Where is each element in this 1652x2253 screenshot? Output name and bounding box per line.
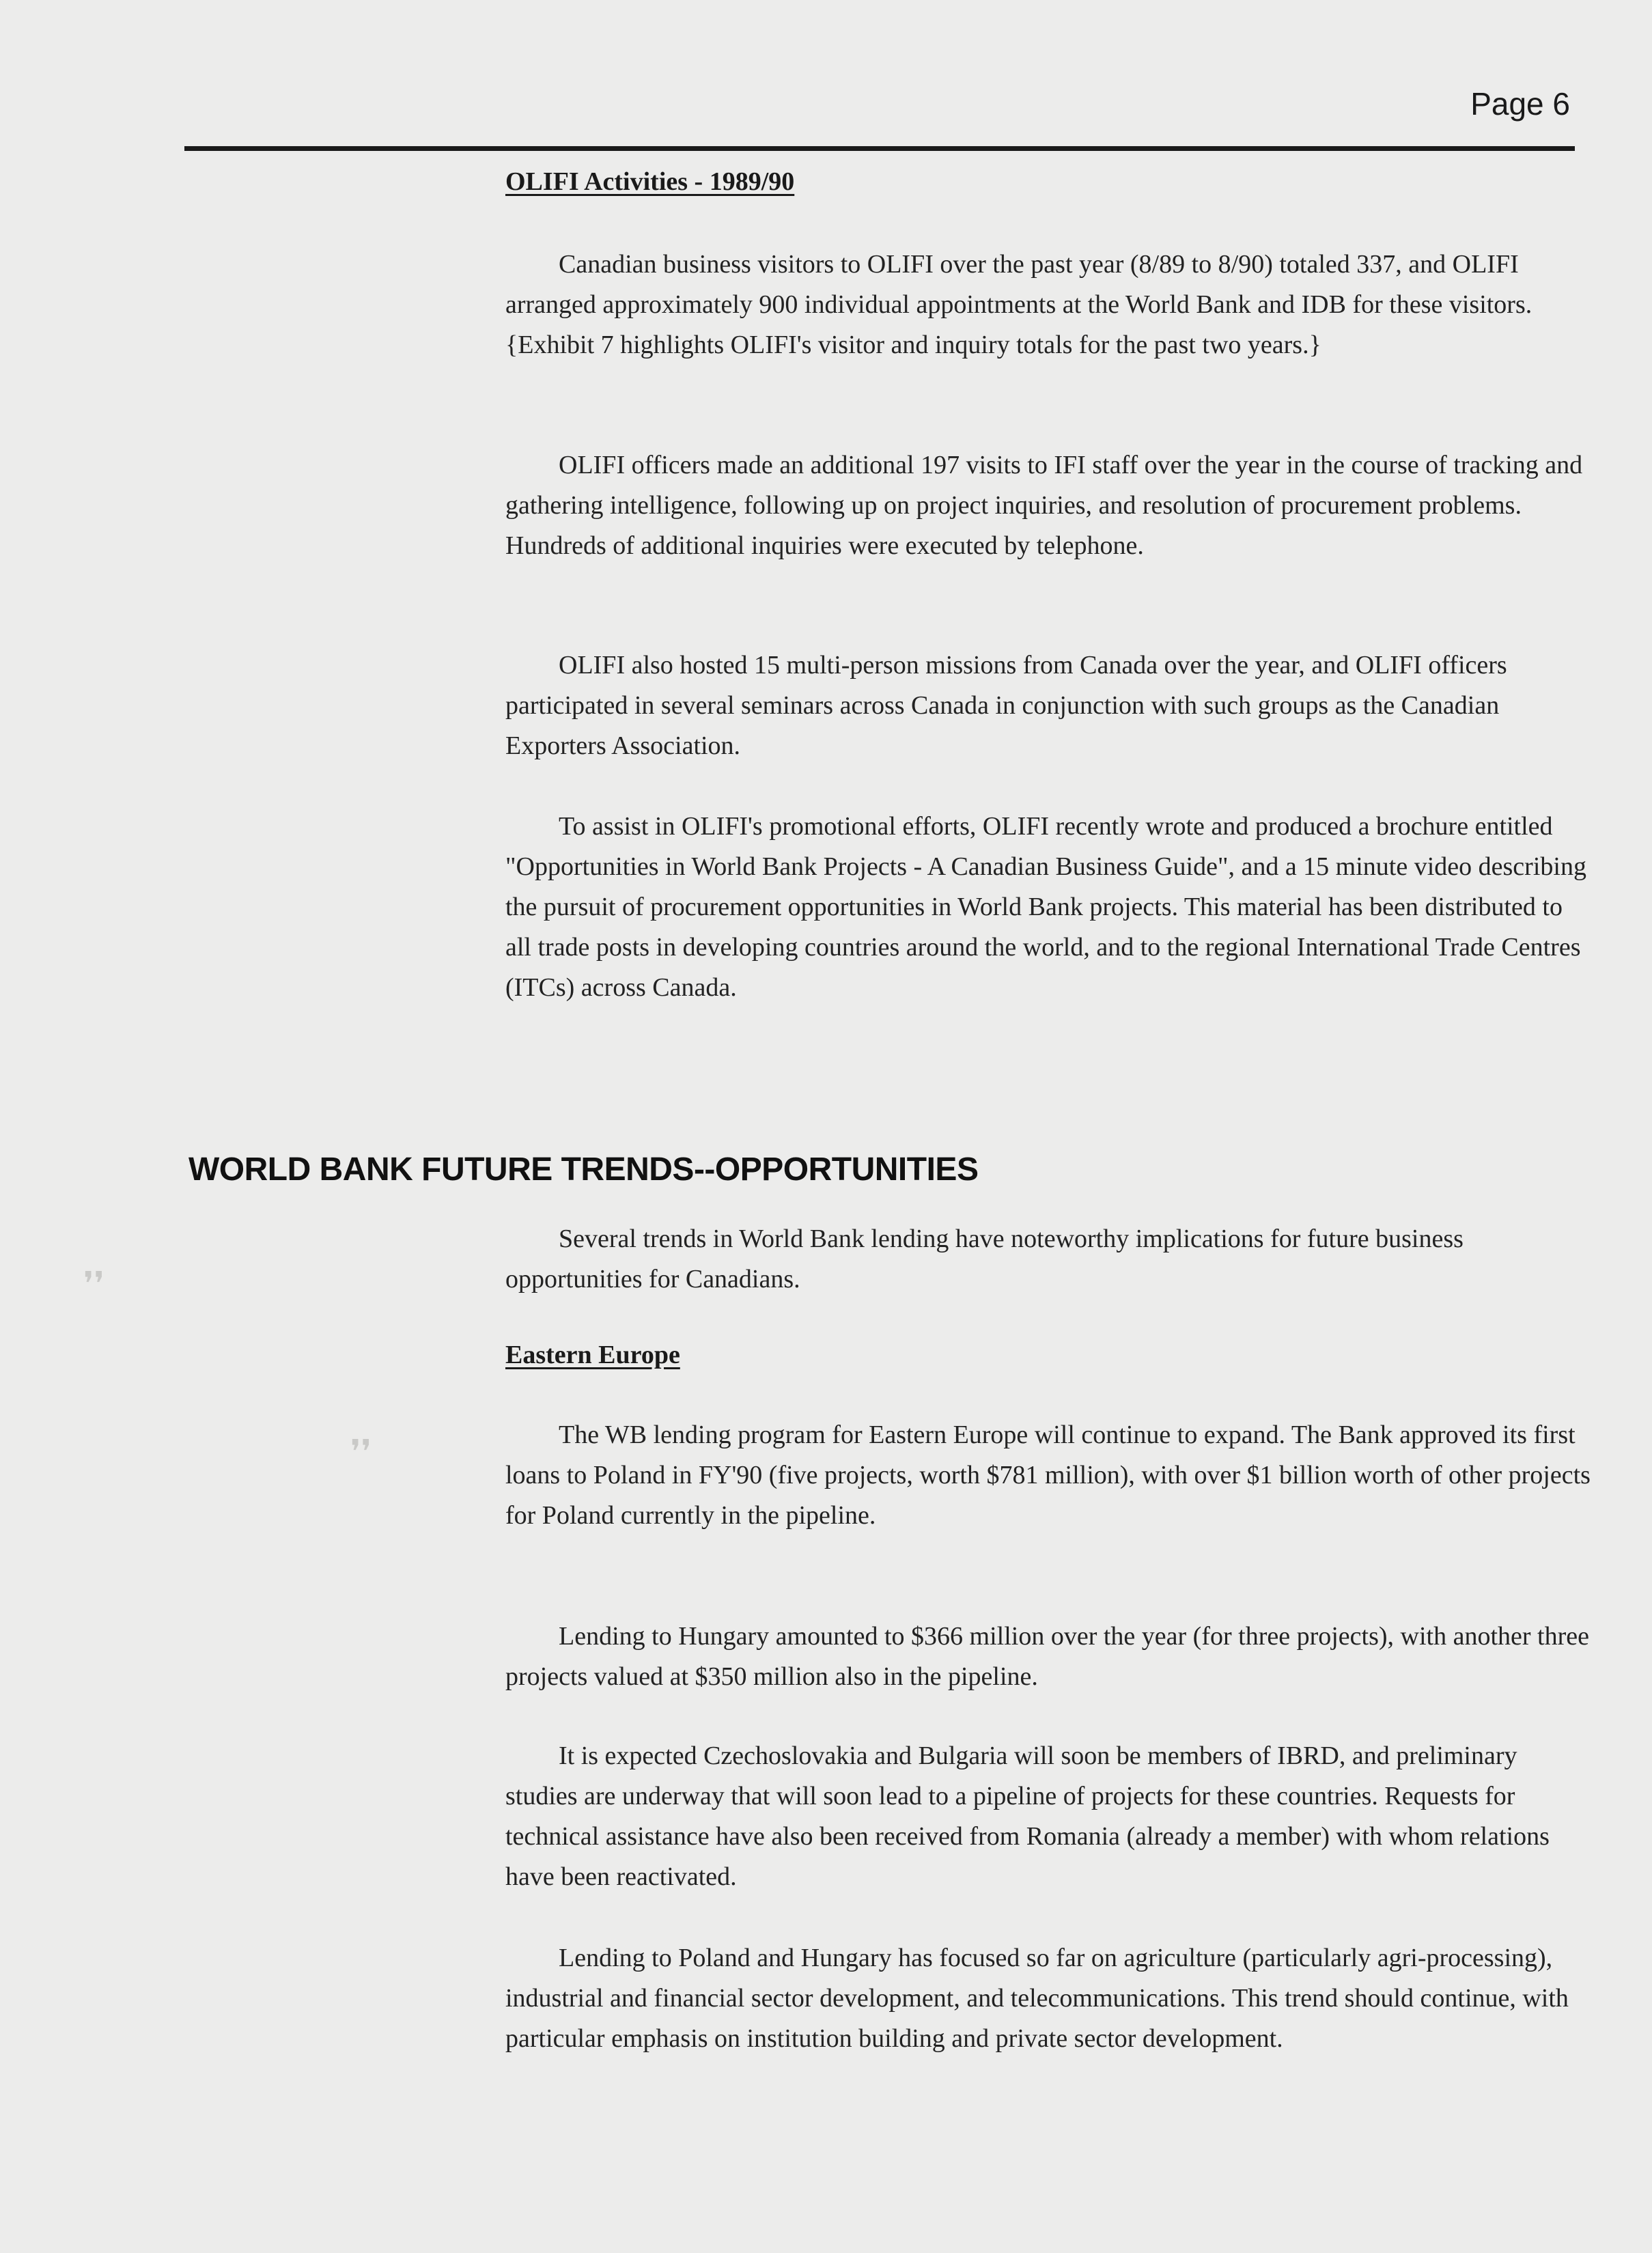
- header-rule: [184, 146, 1575, 151]
- eastern-europe-paragraph-2: Lending to Hungary amounted to $366 million over the year (for three projects), with another three projects valued at $350 million also in the pipeline.: [505, 1622, 1589, 1691]
- olifi-paragraph-2: OLIFI officers made an additional 197 visits to IFI staff over the year in the course of tracking and gathering intelligence, following up on project inquiries, and resolution of procurement problems. Hundreds of additional inquiries were executed by telephone.: [505, 451, 1583, 560]
- olifi-activities-title: OLIFI Activities - 1989/90: [505, 167, 795, 196]
- eastern-europe-paragraph-3: It is expected Czechoslovakia and Bulgaria will soon be members of IBRD, and preliminary studies are underway that will soon lead to a pipeline of projects for these countries. Requests for technical assistance have also been received from Romania (already a member) with whom relations have been reactivated.: [505, 1741, 1550, 1891]
- future-trends-intro: Several trends in World Bank lending have noteworthy implications for future business opportunities for Canadians.: [505, 1225, 1464, 1293]
- eastern-europe-title: Eastern Europe: [505, 1341, 680, 1369]
- binder-hole-mark: ❜❜: [350, 1434, 372, 1470]
- eastern-europe-paragraph-4: Lending to Poland and Hungary has focused so far on agriculture (particularly agri-processing), industrial and financial sector development, and telecommunications. This trend should continue, with particular emphasis on institution building and private sector development.: [505, 1944, 1569, 2053]
- olifi-paragraph-4: To assist in OLIFI's promotional efforts, OLIFI recently wrote and produced a brochure entitled "Opportunities in World Bank Projects - A Canadian Business Guide", and a 15 minute video describing the pursuit of procurement opportunities in World Bank projects. This material has been distributed to all trade posts in developing countries around the world, and to the regional International Trade Centres (ITCs) across Canada.: [505, 812, 1586, 1002]
- olifi-paragraph-3: OLIFI also hosted 15 multi-person missions from Canada over the year, and OLIFI officers participated in several seminars across Canada in conjunction with such groups as the Canadian Exporters Association.: [505, 651, 1507, 760]
- eastern-europe-paragraph-1: The WB lending program for Eastern Europe will continue to expand. The Bank approved its first loans to Poland in FY'90 (five projects, worth $781 million), with over $1 billion worth of other projects for Poland currently in the pipeline.: [505, 1421, 1591, 1530]
- page-number: Page 6: [1470, 86, 1570, 122]
- binder-hole-mark: ❜❜: [83, 1266, 104, 1302]
- future-trends-heading: WORLD BANK FUTURE TRENDS--OPPORTUNITIES: [188, 1151, 979, 1188]
- olifi-paragraph-1: Canadian business visitors to OLIFI over the past year (8/89 to 8/90) totaled 337, and OLIFI arranged approximately 900 individual appointments at the World Bank and IDB for these visitors. {Exhibit 7 highlights OLIFI's visitor and inquiry totals for the past two years.}: [505, 250, 1532, 359]
